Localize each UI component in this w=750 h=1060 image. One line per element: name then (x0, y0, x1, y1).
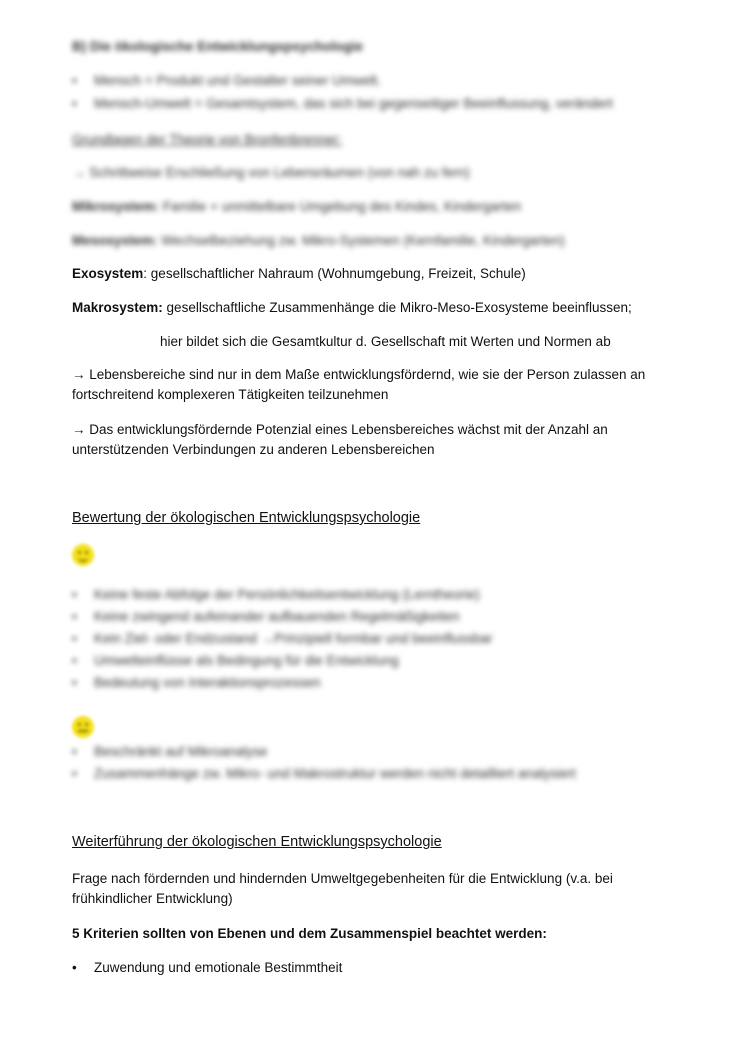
list-item: • Keine feste Abfolge der Persönlichkeitsentwicklung (Lerntheorie) (72, 587, 480, 602)
definition-mikro: Mikrosystem: Familie + unmittelbare Umgebung des Kindes, Kindergarten (72, 199, 522, 214)
list-item: • Umwelteinflüsse als Bedingung für die Entwicklung (72, 653, 399, 668)
subheading: Grundlagen der Theorie von Bronfenbrenner: (72, 132, 342, 147)
paragraph-arrow-2: → Das entwicklungsfördernde Potenzial eines Lebensbereiches wächst mit der Anzahl an (72, 422, 608, 437)
list-item: • Keine zwingend aufeinander aufbauenden Regelmäßigkeiten (72, 609, 460, 624)
list-item: • Mensch-Umwelt = Gesamtsystem, das sich bei gegenseitiger Beeinflussung, verändert (72, 96, 613, 111)
definition-meso: Mesosystem: Wechselbeziehung zw. Mikro-Systemen (Kernfamilie, Kindergarten) (72, 233, 565, 248)
section-heading-bewertung: Bewertung der ökologischen Entwicklungspsychologie (72, 510, 421, 526)
smiley-happy-icon (72, 544, 94, 566)
list-item: • Bedeutung von Interaktionsprozessen (72, 675, 321, 690)
list-item: • Zuwendung und emotionale Bestimmtheit (72, 960, 343, 975)
paragraph-continued: frühkindlicher Entwicklung) (72, 891, 233, 906)
definition-makro: Makrosystem: gesellschaftliche Zusammenhänge die Mikro-Meso-Exosysteme beeinflussen; (72, 300, 632, 315)
criteria-heading: 5 Kriterien sollten von Ebenen und dem Zusammenspiel beachtet werden: (72, 926, 547, 941)
section-title: B) Die ökologische Entwicklungspsychologie (72, 39, 364, 54)
list-item: • Kein Ziel- oder Endzustand →Prinzipiell formbar und beeinflussbar (72, 631, 493, 646)
definition-makro-continued: hier bildet sich die Gesamtkultur d. Gesellschaft mit Werten und Normen ab (160, 334, 611, 349)
list-item: • Beschränkt auf Mikroanalyse (72, 744, 268, 759)
paragraph: Frage nach fördernden und hindernden Umweltgegebenheiten für die Entwicklung (v.a. bei (72, 871, 613, 886)
definition-exo: Exosystem: gesellschaftlicher Nahraum (Wohnumgebung, Freizeit, Schule) (72, 266, 526, 281)
smiley-neutral-icon (72, 716, 94, 738)
list-item: • Mensch = Produkt und Gestalter seiner Umwelt. (72, 73, 382, 88)
paragraph: → Schrittweise Erschließung von Lebensräumen (von nah zu fern) (72, 165, 470, 180)
paragraph-arrow-1: → Lebensbereiche sind nur in dem Maße entwicklungsfördernd, wie sie der Person zulassen an (72, 367, 646, 382)
section-heading-weiterfuehrung: Weiterführung der ökologischen Entwicklungspsychologie (72, 834, 442, 850)
list-item: • Zusammenhänge zw. Mikro- und Makrostruktur werden nicht detailliert analysiert (72, 766, 576, 781)
paragraph-arrow-2-continued: unterstützenden Verbindungen zu anderen Lebensbereichen (72, 442, 435, 457)
paragraph-arrow-1-continued: fortschreitend komplexeren Tätigkeiten teilzunehmen (72, 387, 389, 402)
